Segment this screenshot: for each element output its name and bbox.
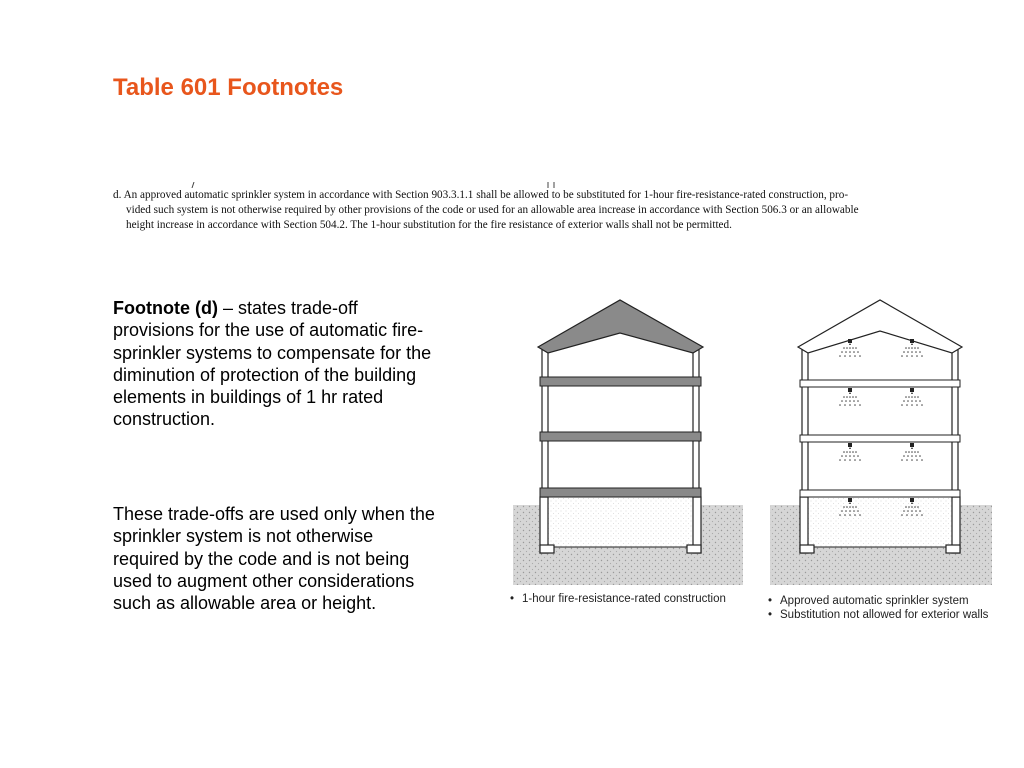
left-figure-caption [510,593,726,605]
right-figure-caption [768,595,988,621]
paragraph-line: construction. [113,409,216,430]
code-excerpt-line: d. An approved automatic sprinkler system in accordance with Section 903.3.1.1 shall be allowed to be substituted for 1-hour fire-resistance-rated construction, pro- [113,189,849,201]
right-building-section [770,300,992,585]
caption-bullet: • [510,593,515,605]
paragraph-line: such as allowable area or height. [113,593,377,614]
paragraph-text: – states trade-off [217,298,358,318]
paragraph-line [113,297,505,319]
caption-line [768,595,988,607]
code-footnote-excerpt [113,188,928,233]
paragraph-line: provisions for the use of automatic fire- [113,320,424,341]
trade-offs-paragraph [113,503,505,614]
caption-bullet: • [768,609,773,621]
sprinkler-heads [839,339,923,516]
code-excerpt-line: height increase in accordance with Section 504.2. The 1-hour substitution for the fire resistance of exterior walls shall not be permitted. [126,219,732,231]
code-excerpt-line: vided such system is not otherwise required by other provisions of the code or used for an allowable area increase in accordance with Section 506.3 or an allowable [126,204,859,216]
paragraph-line: required by the code and is not being [113,548,410,569]
footnote-d-paragraph [113,297,505,431]
paragraph-line: diminution of protection of the building [113,364,417,385]
paragraph-line: elements in buildings of 1 hr rated [113,387,384,408]
paragraph-line: used to augment other considerations [113,570,415,591]
footnote-d-label: Footnote (d) [113,298,218,318]
paragraph-line: These trade-offs are used only when the [113,504,435,524]
caption-text: Substitution not allowed for exterior walls [780,609,989,621]
building-section-figure [510,295,995,635]
caption-bullet: • [768,595,773,607]
caption-line [768,609,988,621]
building-sections-drawing [510,295,995,635]
caption-text: 1-hour fire-resistance-rated construction [522,593,726,605]
left-building-section [513,300,743,585]
slide-title: Table 601 Footnotes [113,74,344,101]
caption-text: Approved automatic sprinkler system [780,595,969,607]
paragraph-line: sprinkler system is not otherwise [113,526,374,547]
paragraph-line: sprinkler systems to compensate for the [113,342,432,363]
